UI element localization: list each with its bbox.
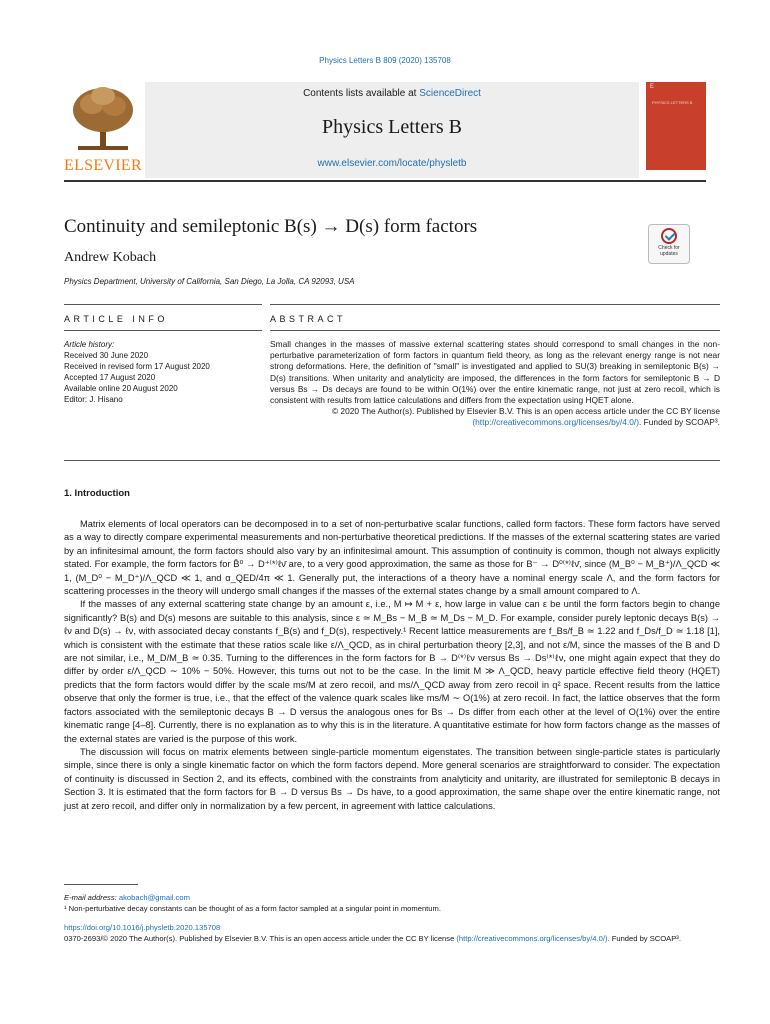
abstract-copyright-text: © 2020 The Author(s). Published by Elsevier B.V. This is an open access article under the CC BY license xyxy=(331,406,720,417)
email-label: E-mail address: xyxy=(64,893,119,902)
email-link[interactable]: akobach@gmail.com xyxy=(118,893,190,902)
elsevier-wordmark: ELSEVIER xyxy=(64,157,142,174)
info-rule-mid xyxy=(64,330,262,331)
abstract-funded: . Funded by SCOAP³. xyxy=(639,417,720,428)
contents-line xyxy=(145,88,639,99)
contents-prefix: Contents lists available at xyxy=(303,88,420,99)
email-footnote xyxy=(64,892,720,903)
journal-cover-image xyxy=(646,82,706,170)
bottom-matter xyxy=(64,922,720,944)
article-title: Continuity and semileptonic B(s) → D(s) form factors xyxy=(64,216,478,237)
abstract-copyright xyxy=(270,406,720,428)
cover-mark: E xyxy=(650,84,655,90)
abstract-body xyxy=(270,339,720,429)
history-online: Available online 20 August 2020 xyxy=(64,384,178,393)
abstract-text: Small changes in the masses of massive external scattering states should correspond to small changes in the non-perturbative parameterization of form factors in quantum field theory, as long as the relevant energy range is not near strong deformations. Here, the definition of "small" is investigated and applied to SU(3) breaking in semileptonic B(s) → D(s) transitions. When unitarity and analyticity are imposed, the differences in the form factors for semileptonic B → D versus Bs → Ds decays are found to be within O(1%) over the entire kinematic range, not just at zero recoil, which is consistent with results from lattice calculations and differs from the expectation using HQET alone. xyxy=(270,339,720,406)
bottom-copyright-text: 0370-2693/© 2020 The Author(s). Published by Elsevier B.V. This is an open access article under the CC BY license xyxy=(64,934,457,943)
bottom-license-link[interactable]: (http://creativecommons.org/licenses/by/4.0/) xyxy=(456,934,608,943)
info-rule-top xyxy=(64,304,262,305)
history-revised: Received in revised form 17 August 2020 xyxy=(64,362,210,371)
intro-paragraph-3: The discussion will focus on matrix elements between single-particle momentum eigenstates. The transition between single-particle states is particularly simple, since there is only a single kinematic factor on which the form factors depend. More general scenarios are straightforward to consider. The expectation of continuity is discussed in Section 2, and its effects, combined with the constraints from analyticity and unitarity, are illustrated for semileptonic B decays in Section 3. It is estimated that the form factors for B → D versus Bs → Ds have, to a good approximation, the same shape over the entire kinematic range, not just at zero recoil, and differ only in normalization by a few percent, in agreement with lattice calculations. xyxy=(64,746,720,811)
intro-paragraph-2: If the masses of any external scattering state change by an amount ε, i.e., M ↦ M + ε, how large in value can ε be until the form factors begin to change significantly? B(s) and D(s) mesons are suitable to this analysis, since ε ≃ M_Bs − M_B ≃ M_Ds − M_D. For example, consider purely leptonic decays B(s) → ℓν and D(s) → ℓν, with associated decay constants f_B(s) and f_D(s), respectively.¹ Recent lattice measurements are f_Bs/f_B ≃ 1.22 and f_Ds/f_D ≃ 1.18 [1], which is consistent with the estimate that these ratios scale like ε/Λ_QCD, as in chiral perturbation theory [2,3], and not ε/M, since the masses of the B and D are not similar, i.e., M_D/M_B ≃ 0.35. Turning to the differences in the form factors for B → D⁽*⁾ℓν versus Bs → Ds⁽*⁾ℓν, one might again expect that they do differ by order ε/Λ_QCD ∼ 10% − 50%. However, this turns out not to be the case. In the limit M ≫ Λ_QCD, heavy particle effective field theory (HQET) predicts that the form factors would differ by the scale ms/M at zero recoil, and ms/Λ_QCD away from zero recoil in q² space. Recent results from the lattice observe that only the former is true, i.e., that the effect of the valence quark scales like ms/M ∼ O(1%) at zero recoil. In fact, the lattice observes that the form factors associated with the semileptonic decays B → D versus the analogous ones for Bs → Ds differ from each other at the level of O(1%) over the entire kinematic range [4–8]. Currently, there is no explanation as to why this is in the literature. A quantitative estimate for how form factors change as the masses of the external states are varied is the purpose of this work. xyxy=(64,599,720,744)
journal-reference[interactable]: Physics Letters B 809 (2020) 135708 xyxy=(319,56,451,65)
article-info-heading: ARTICLE INFO xyxy=(64,314,168,324)
abstract-rule-mid xyxy=(270,330,720,331)
bottom-copyright xyxy=(64,933,720,944)
journal-homepage-link[interactable]: www.elsevier.com/locate/physletb xyxy=(317,158,467,169)
abstract-heading: ABSTRACT xyxy=(270,314,347,324)
article-author: Andrew Kobach xyxy=(64,250,157,265)
abstract-rule-bottom xyxy=(64,460,720,461)
introduction-body xyxy=(64,518,720,813)
bottom-funded: . Funded by SCOAP³. xyxy=(607,934,681,943)
check-updates-label-1: Check for xyxy=(658,245,680,251)
sciencedirect-link[interactable]: ScienceDirect xyxy=(419,88,481,99)
cover-title: PHYSICS LETTERS B xyxy=(652,100,693,105)
doi-link[interactable]: https://doi.org/10.1016/j.physletb.2020.135708 xyxy=(64,923,221,932)
check-for-updates-button[interactable] xyxy=(648,224,690,264)
history-editor: Editor: J. Hisano xyxy=(64,395,123,404)
footnote-rule xyxy=(64,884,138,885)
history-label: Article history: xyxy=(64,340,115,349)
section-heading-introduction: 1. Introduction xyxy=(64,488,130,499)
author-affiliation: Physics Department, University of California, San Diego, La Jolla, CA 92093, USA xyxy=(64,277,355,286)
check-updates-label-2: updates xyxy=(660,251,678,257)
header-rule xyxy=(64,180,706,182)
history-accepted: Accepted 17 August 2020 xyxy=(64,373,156,382)
article-history xyxy=(64,339,264,405)
journal-title: Physics Letters B xyxy=(322,116,462,138)
footnote-1: ¹ Non-perturbative decay constants can be thought of as a form factor sampled at a singular point in momentum. xyxy=(64,904,441,913)
abstract-rule-top xyxy=(270,304,720,305)
check-updates-icon xyxy=(661,228,677,244)
history-received: Received 30 June 2020 xyxy=(64,351,149,360)
intro-paragraph-1: Matrix elements of local operators can be decomposed in to a set of non-perturbative scalar functions, called form factors. These form factors have served as a way to directly compare experimental measurements and non-perturbative theoretical predictions. If the masses of the external scattering states are varied by an infinitesimal amount, the form factors should also vary by an infinitesimal amount. This assumption of continuity is common, though not always explicitly stated. For example, the form factors for B̄⁰ → D⁺⁽*⁾ℓν̄ are, to a very good approximation, the same as those for B⁻ → D⁰⁽*⁾ℓν̄, since (M_B⁰ − M_B⁺)/Λ_QCD ≪ 1, (M_D⁰ − M_D⁺)/Λ_QCD ≪ 1, and α_QED/4π ≪ 1. Generally put, the interactions of a theory have a nominal energy scale Λ, and the form factors for scattering processes in the theory will undergo small changes if the masses of the external states change by a small amount compared to Λ. xyxy=(64,519,720,597)
footnotes xyxy=(64,892,720,914)
abstract-license-link[interactable]: (http://creativecommons.org/licenses/by/4.0/) xyxy=(472,417,639,428)
